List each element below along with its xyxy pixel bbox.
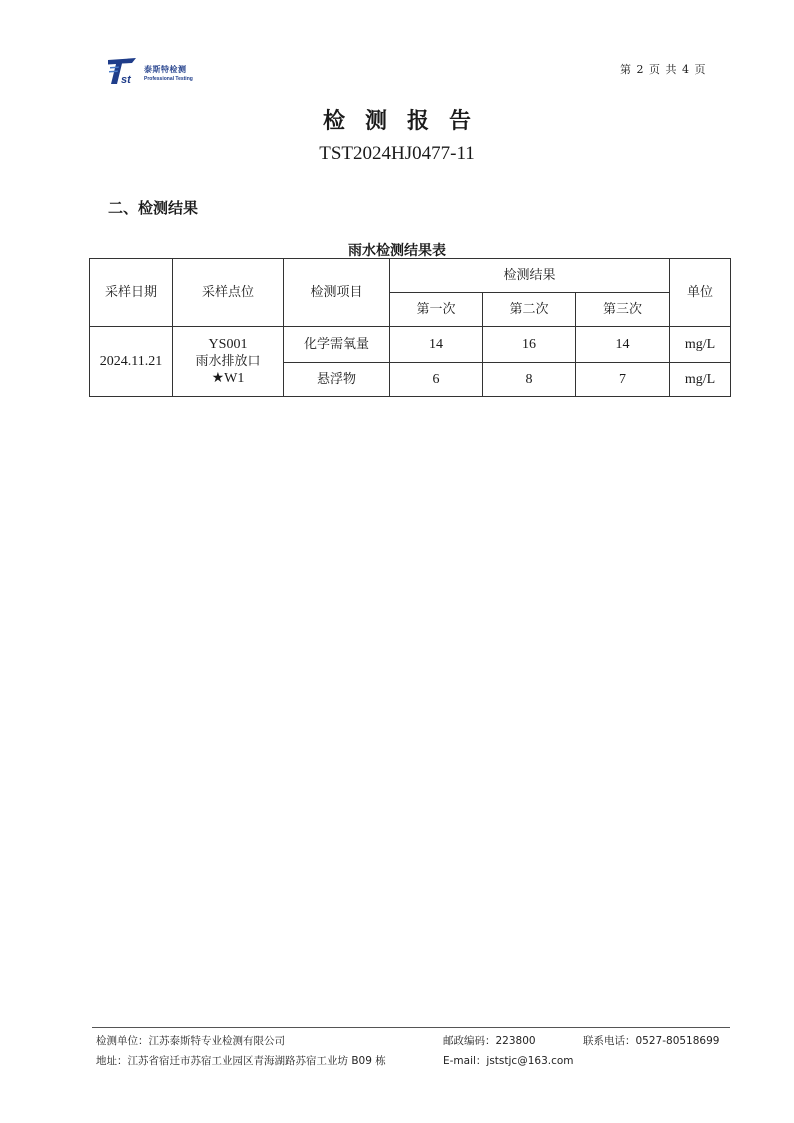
location-name: 雨水排放口 bbox=[195, 354, 261, 369]
logo-subtitle: Professional Testing bbox=[144, 76, 193, 82]
cell-unit: mg/L bbox=[670, 327, 731, 363]
cell-unit: mg/L bbox=[670, 363, 731, 397]
table-header-row bbox=[90, 259, 731, 293]
cell-result-1: 6 bbox=[390, 363, 483, 397]
cell-result-2: 16 bbox=[483, 327, 576, 363]
header-item: 检测项目 bbox=[284, 259, 390, 327]
cell-result-3: 14 bbox=[576, 327, 670, 363]
cell-result-2: 8 bbox=[483, 363, 576, 397]
cell-result-3: 7 bbox=[576, 363, 670, 397]
cell-item: 化学需氧量 bbox=[284, 327, 390, 363]
cell-location bbox=[173, 327, 284, 397]
report-title: 检测报告 bbox=[322, 109, 491, 134]
section-heading: 二、检测结果 bbox=[108, 199, 199, 217]
page-indicator: 第 2 页 共 4 页 bbox=[620, 63, 707, 76]
footer-phone: 联系电话：0527-80518699 bbox=[583, 1035, 720, 1047]
cell-date: 2024.11.21 bbox=[90, 327, 173, 397]
svg-text:st: st bbox=[121, 74, 131, 86]
logo-company-name: 泰斯特检测 bbox=[144, 65, 187, 74]
header-first: 第一次 bbox=[390, 293, 483, 327]
cell-item: 悬浮物 bbox=[284, 363, 390, 397]
location-code: YS001 bbox=[208, 337, 248, 352]
footer-postal-code: 邮政编码：223800 bbox=[443, 1035, 536, 1047]
footer-divider bbox=[92, 1027, 730, 1028]
header-unit: 单位 bbox=[670, 259, 731, 327]
header-results: 检测结果 bbox=[390, 259, 670, 293]
location-mark: ★W1 bbox=[211, 371, 245, 386]
header-third: 第三次 bbox=[576, 293, 670, 327]
company-logo bbox=[106, 56, 216, 88]
header-second: 第二次 bbox=[483, 293, 576, 327]
footer-email: E-mail：jststjc@163.com bbox=[443, 1055, 574, 1067]
tst-logo-icon bbox=[106, 56, 142, 86]
footer-testing-unit: 检测单位：江苏泰斯特专业检测有限公司 bbox=[96, 1035, 285, 1047]
header-date: 采样日期 bbox=[90, 259, 173, 327]
table-row bbox=[90, 327, 731, 363]
report-number: TST2024HJ0477-11 bbox=[319, 143, 475, 164]
cell-result-1: 14 bbox=[390, 327, 483, 363]
results-table bbox=[89, 258, 731, 397]
table-title: 雨水检测结果表 bbox=[348, 243, 446, 259]
footer-address: 地址：江苏省宿迁市苏宿工业园区青海湖路苏宿工业坊 B09 栋 bbox=[96, 1055, 386, 1067]
header-location: 采样点位 bbox=[173, 259, 284, 327]
